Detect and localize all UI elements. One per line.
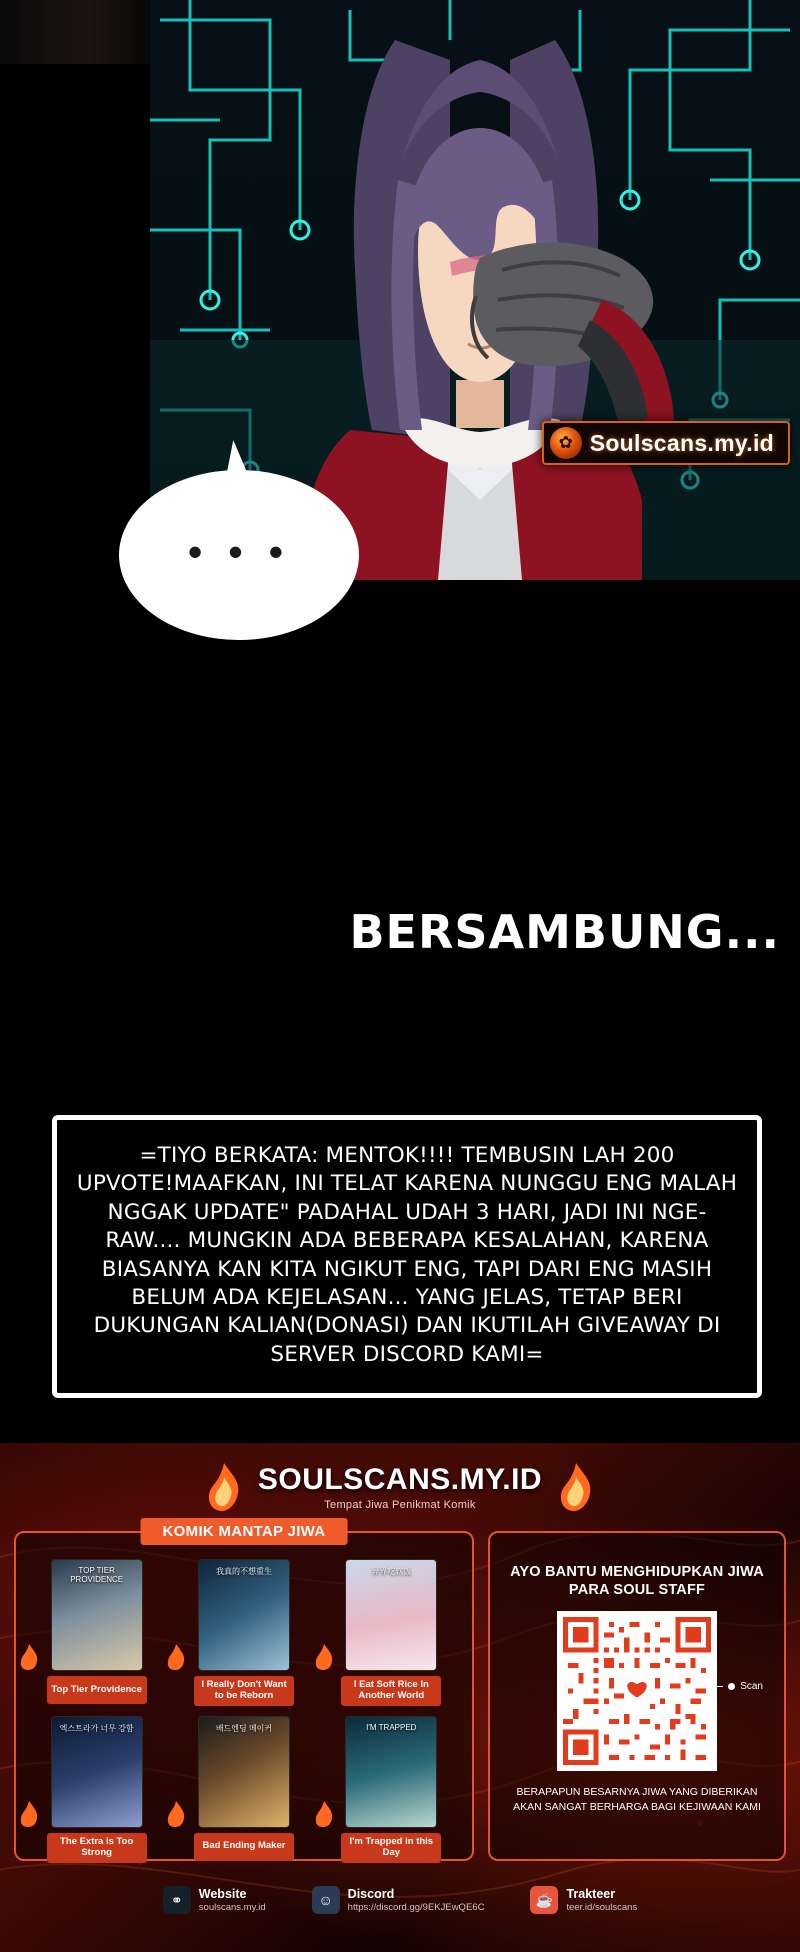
- comic-title-label: The Extra is Too Strong: [47, 1833, 147, 1863]
- flame-circle-logo-icon: ✿: [550, 427, 582, 459]
- scan-label-group: [709, 1681, 763, 1692]
- flame-icon: [165, 1800, 187, 1828]
- speech-balloon: [119, 470, 359, 640]
- list-item[interactable]: [26, 1559, 167, 1706]
- link-discord-title: Discord: [347, 1886, 395, 1901]
- scan-label: Scan: [740, 1681, 763, 1693]
- translator-note-text: =TIYO BERKATA: MENTOK!!!! TEMBUSIN LAH 200 UPVOTE!MAAFKAN, INI TELAT KARENA NUNGGU ENG MALAH NGGAK UPDATE" PADAHAL UDAH 3 HARI, JADI INI NGE-RAW.... MUNGKIN ADA BEBERAPA KESALAHAN, KARENA BIASANYA KAN KITA NGIKUT ENG, TAPI DARI ENG MASIH BELUM ADA KEJELASAN... YANG JELAS, TETAP BERI DUKUNGAN KALIAN(DONASI) DAN IKUTILAH GIVEAWAY DI SERVER DISCORD KAMI=: [76, 1143, 738, 1367]
- promo-brand-title: SOULSCANS.MY.ID: [257, 1463, 543, 1496]
- comic-cover-text: 异界吃软饭: [371, 1567, 412, 1576]
- promo-brand-subtitle: Tempat Jiwa Penikmat Komik: [324, 1499, 476, 1511]
- link-trakteer-value: teer.id/soulscans: [566, 1901, 638, 1913]
- link-discord[interactable]: [312, 1886, 485, 1914]
- link-trakteer-title: Trakteer: [566, 1886, 616, 1901]
- list-item[interactable]: [173, 1559, 314, 1706]
- donation-note: BERAPAPUN BESARNYA JIWA YANG DIBERIKAN AKAN SANGAT BERHARGA BAGI KEJIWAAN KAMI: [513, 1786, 761, 1813]
- scan-pointer-line: [709, 1686, 723, 1687]
- comic-cover-text: I'M TRAPPED: [366, 1722, 417, 1732]
- link-website[interactable]: [163, 1886, 266, 1914]
- link-discord-value: https://discord.gg/9EKJEwQE6C: [347, 1901, 485, 1913]
- list-item[interactable]: [321, 1559, 462, 1706]
- comic-thumbnail-grid: [26, 1559, 462, 1863]
- to-be-continued-text: BERSAMBUNG...: [349, 905, 780, 959]
- translator-note-box: [52, 1115, 762, 1398]
- comic-cover-text: 我真的不想重生: [215, 1567, 272, 1576]
- comic-cover[interactable]: [198, 1716, 290, 1828]
- globe-icon: ⚭: [163, 1886, 191, 1914]
- donation-title: AYO BANTU MENGHIDUPKAN JIWA PARA SOUL STAFF: [510, 1564, 764, 1599]
- comic-cover[interactable]: [51, 1559, 143, 1671]
- qr-code-icon: [563, 1617, 711, 1765]
- list-item[interactable]: [173, 1716, 314, 1863]
- flame-icon: [313, 1800, 335, 1828]
- comic-cover[interactable]: [198, 1559, 290, 1671]
- link-website-value: soulscans.my.id: [198, 1901, 266, 1913]
- comic-cover[interactable]: [345, 1559, 437, 1671]
- comic-title-label: Top Tier Providence: [47, 1676, 147, 1704]
- link-website-title: Website: [198, 1886, 247, 1901]
- comic-title-label: Bad Ending Maker: [194, 1833, 294, 1861]
- flame-icon: [313, 1643, 335, 1671]
- watermark-text: Soulscans.my.id: [589, 429, 774, 456]
- page-edge-artifact: [0, 0, 150, 64]
- promo-links: [0, 1861, 800, 1939]
- comic-cover[interactable]: [345, 1716, 437, 1828]
- comic-cover[interactable]: [51, 1716, 143, 1828]
- promo-brand: [258, 1463, 542, 1511]
- trakteer-icon: ☕: [530, 1886, 558, 1914]
- speech-balloon-text: • • •: [187, 527, 291, 575]
- comic-title-label: I'm Trapped in this Day: [341, 1833, 441, 1863]
- recommended-comics-card: [14, 1523, 474, 1861]
- comic-cover-text: 엑스트라가 너무 강함: [59, 1723, 134, 1733]
- comic-cover-text: TOP TIER PROVIDENCE: [70, 1566, 124, 1584]
- comic-title-label: I Really Don't Want to be Reborn: [194, 1676, 294, 1706]
- discord-icon: ☺: [312, 1886, 340, 1914]
- promo-header: [0, 1443, 800, 1531]
- comic-cover-text: 배드엔딩 메이커: [215, 1723, 273, 1733]
- flame-icon: [165, 1643, 187, 1671]
- watermark-badge: [542, 421, 790, 465]
- recommended-comics-ribbon: KOMIK MANTAP JIWA: [141, 1518, 348, 1545]
- scan-pointer-dot: [728, 1683, 735, 1690]
- link-trakteer[interactable]: [530, 1886, 637, 1914]
- flame-icon-right: [556, 1461, 596, 1513]
- promo-footer: [0, 1443, 800, 1952]
- flame-icon: [18, 1643, 40, 1671]
- list-item[interactable]: [26, 1716, 167, 1863]
- promo-body: [0, 1523, 800, 1861]
- donation-qr-code[interactable]: [557, 1611, 763, 1771]
- list-item[interactable]: [321, 1716, 462, 1863]
- donation-card: [488, 1531, 786, 1861]
- comic-title-label: I Eat Soft Rice In Another World: [341, 1676, 441, 1706]
- flame-icon: [18, 1800, 40, 1828]
- flame-icon: [204, 1461, 244, 1513]
